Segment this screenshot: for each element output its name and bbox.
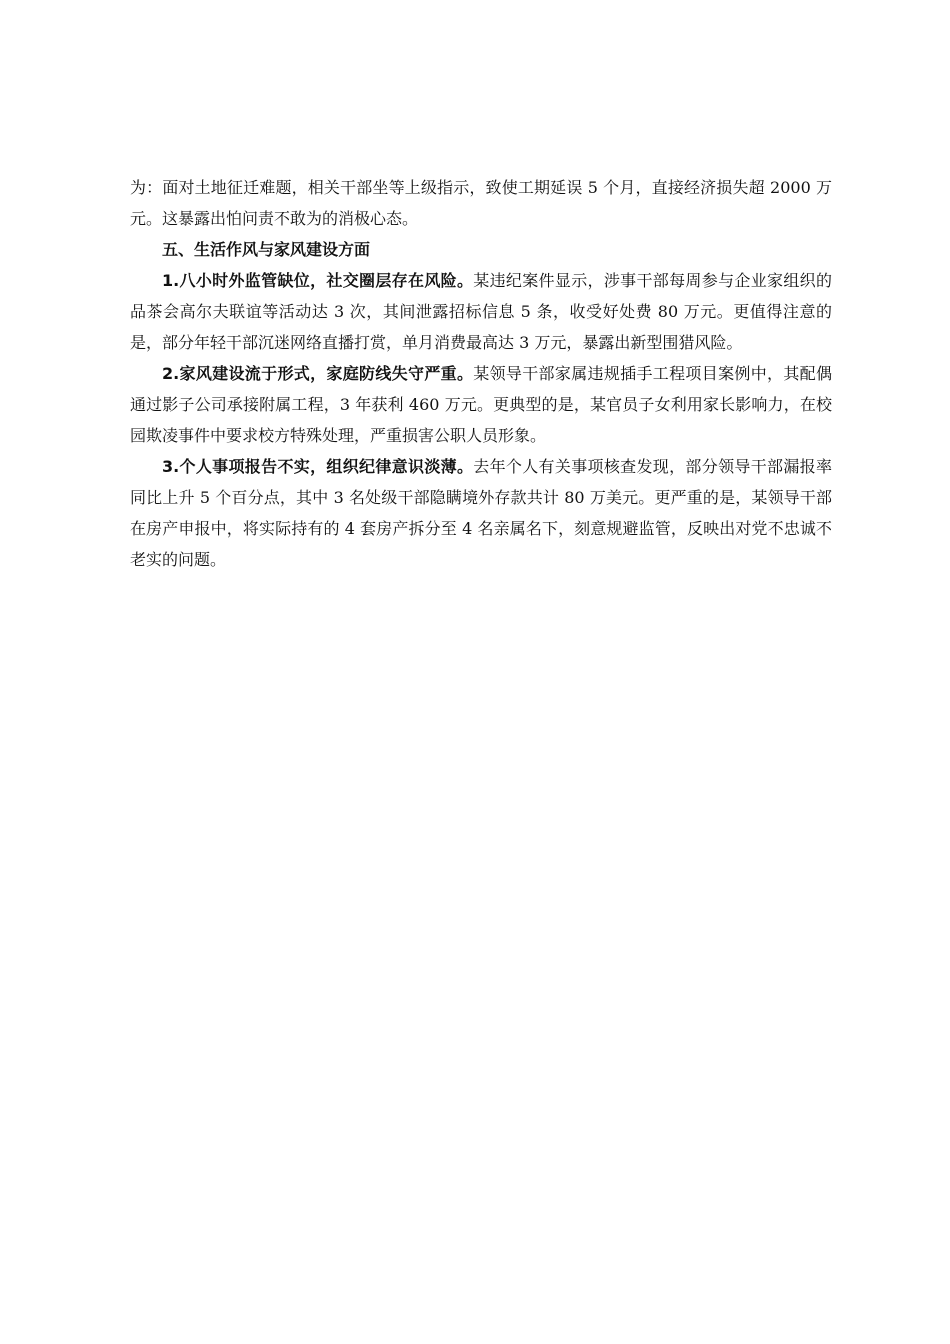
item-lead: 1.八小时外监管缺位，社交圈层存在风险。	[162, 271, 474, 290]
item-lead: 3.个人事项报告不实，组织纪律意识淡薄。	[162, 457, 474, 476]
item-body: 去年个人有关事项核查发现，部分领导干部漏报率同比上升 5 个百分点，其中 3 名处级干部隐瞒境外存款共计 80 万美元。更严重的是，某领导干部在房产申报中，将实际持有的 4 套房产拆分至 4 名亲属名下，刻意规避监管，反映出对党不忠诚不老实的问题。	[130, 457, 832, 569]
continuation-paragraph: 为：面对土地征迁难题，相关干部坐等上级指示，致使工期延误 5 个月，直接经济损失超 2000 万元。这暴露出怕问责不敢为的消极心态。	[130, 178, 832, 228]
item-body: 某违纪案件显示，涉事干部每周参与企业家组织的品茶会高尔夫联谊等活动达 3 次，其间泄露招标信息 5 条，收受好处费 80 万元。更值得注意的是，部分年轻干部沉迷网络直播打赏，单月消费最高达 3 万元，暴露出新型围猎风险。	[130, 271, 832, 352]
document-body	[130, 172, 832, 575]
section-heading: 五、生活作风与家风建设方面	[162, 240, 371, 259]
list-item	[130, 265, 832, 358]
item-body: 某领导干部家属违规插手工程项目案例中，其配偶通过影子公司承接附属工程，3 年获利 460 万元。更典型的是，某官员子女利用家长影响力，在校园欺凌事件中要求校方特殊处理，严重损害公职人员形象。	[130, 364, 832, 445]
list-item	[130, 358, 832, 451]
list-item	[130, 451, 832, 575]
item-lead: 2.家风建设流于形式，家庭防线失守严重。	[162, 364, 474, 383]
